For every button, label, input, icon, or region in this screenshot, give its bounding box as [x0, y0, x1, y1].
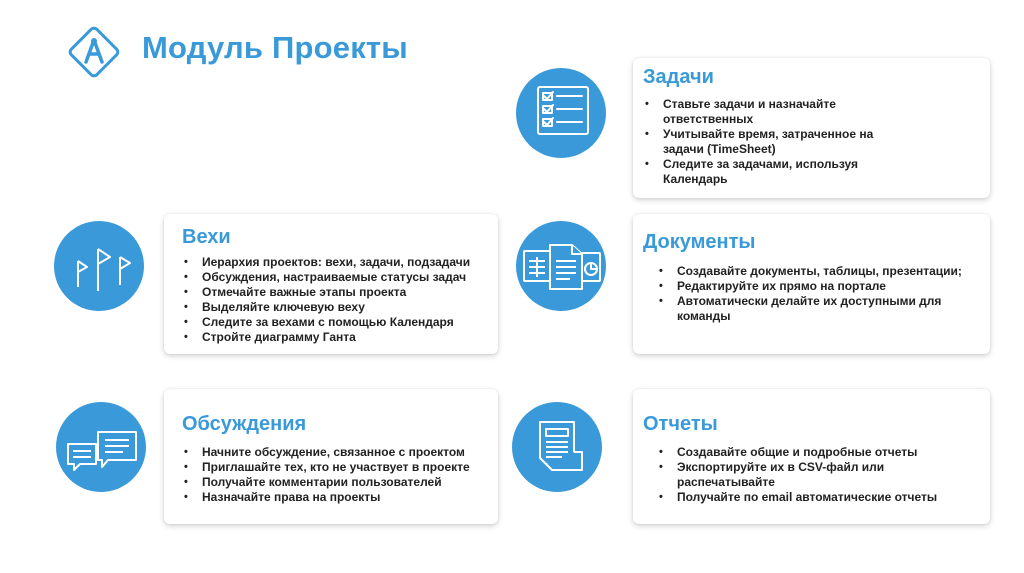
checklist-icon: [516, 68, 606, 158]
discussions-card: [164, 389, 498, 524]
documents-card: [633, 214, 990, 354]
list-item: • Автоматически делайте их доступными для команды: [677, 294, 977, 324]
list-item: • Создавайте документы, таблицы, презентации;: [677, 264, 977, 279]
discussions-title: Обсуждения: [182, 413, 307, 435]
list-item: • Создавайте общие и подробные отчеты: [677, 445, 978, 460]
list-item: • Стройте диаграмму Ганта: [202, 330, 486, 345]
list-item: • Иерархия проектов: вехи, задачи, подзадачи: [202, 255, 486, 270]
reports-title: Отчеты: [643, 413, 718, 435]
tasks-card: [633, 58, 990, 198]
list-item: • Приглашайте тех, кто не участвует в проекте: [202, 460, 486, 475]
list-item: • Учитывайте время, затраченное на задачи (TimeSheet): [663, 127, 878, 157]
reports-card: [633, 389, 990, 524]
list-item: • Начните обсуждение, связанное с проектом: [202, 445, 486, 460]
documents-icon: [516, 221, 606, 311]
page-title: Модуль Проекты: [142, 30, 408, 65]
list-item: • Ставьте задачи и назначайте ответственных: [663, 97, 878, 127]
list-item: • Отмечайте важные этапы проекта: [202, 285, 486, 300]
list-item: • Выделяйте ключевую веху: [202, 300, 486, 315]
list-item: • Обсуждения, настраиваемые статусы задач: [202, 270, 486, 285]
list-item: • Следите за задачами, используя Календарь: [663, 157, 878, 187]
documents-title: Документы: [643, 231, 756, 253]
list-item: • Редактируйте их прямо на портале: [677, 279, 977, 294]
list-item: • Назначайте права на проекты: [202, 490, 486, 505]
list-item: • Получайте по email автоматические отчеты: [677, 490, 978, 505]
list-item: • Экспортируйте их в CSV-файл или распечатывайте: [677, 460, 978, 490]
list-item: • Получайте комментарии пользователей: [202, 475, 486, 490]
tasks-title: Задачи: [643, 66, 714, 88]
milestones-card: [164, 214, 498, 354]
list-item: • Следите за вехами с помощью Календаря: [202, 315, 486, 330]
chat-bubbles-icon: [56, 402, 146, 492]
flags-icon: [54, 221, 144, 311]
app-logo-icon: [64, 22, 124, 82]
milestones-title: Вехи: [182, 226, 231, 248]
report-icon: [512, 402, 602, 492]
